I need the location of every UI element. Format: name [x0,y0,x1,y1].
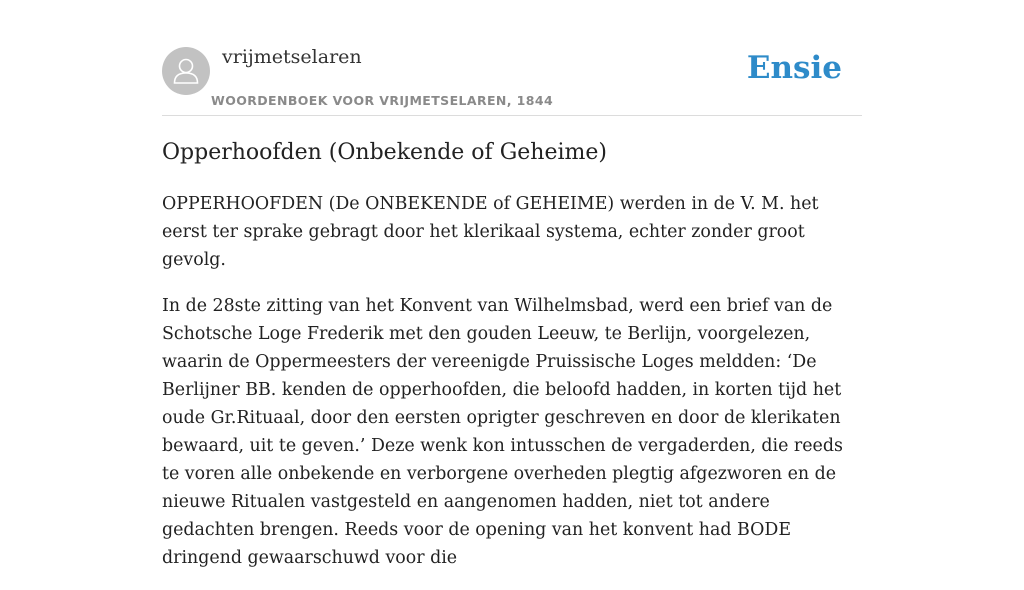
source-label[interactable]: WOORDENBOEK VOOR VRIJMETSELAREN, 1844 [211,93,554,108]
avatar[interactable] [162,47,210,95]
paragraph: In de 28ste zitting van het Konvent van Wilhelmsbad, werd een brief van de Schotsche Loge Frederik met den gouden Leeuw, te Berlijn, voorgelezen, waarin de Oppermeesters der vereenigde Pruissische Loges meldden: ‘De Berlijner BB. kenden de opperhoofden, die beloofd hadden, in korten tijd het oude Gr.Rituaal, door den eersten oprigter geschreven en door de klerikaten bewaard, uit te geven.’ Deze wenk kon intusschen de vergaderden, die reeds te voren alle onbekende en verborgene overheden plegtig afgezworen en de nieuwe Ritualen vastgesteld en aangenomen hadden, niet tot andere gedachten brengen. Reeds voor de opening van het konvent had BODE dringend gewaarschuwd voor die [162,296,843,568]
article [162,136,862,590]
user-icon [162,47,210,95]
author-link[interactable]: vrijmetselaren [222,46,362,68]
page-title: Opperhoofden (Onbekende of Geheime) [162,140,607,165]
header [162,44,862,116]
paragraph: OPPERHOOFDEN (De ONBEKENDE of GEHEIME) werden in de V. M. het eerst ter sprake gebragt door het klerikaal systema, echter zonder groot gevolg. [162,194,819,270]
ensie-logo[interactable]: Ensie [746,50,842,86]
